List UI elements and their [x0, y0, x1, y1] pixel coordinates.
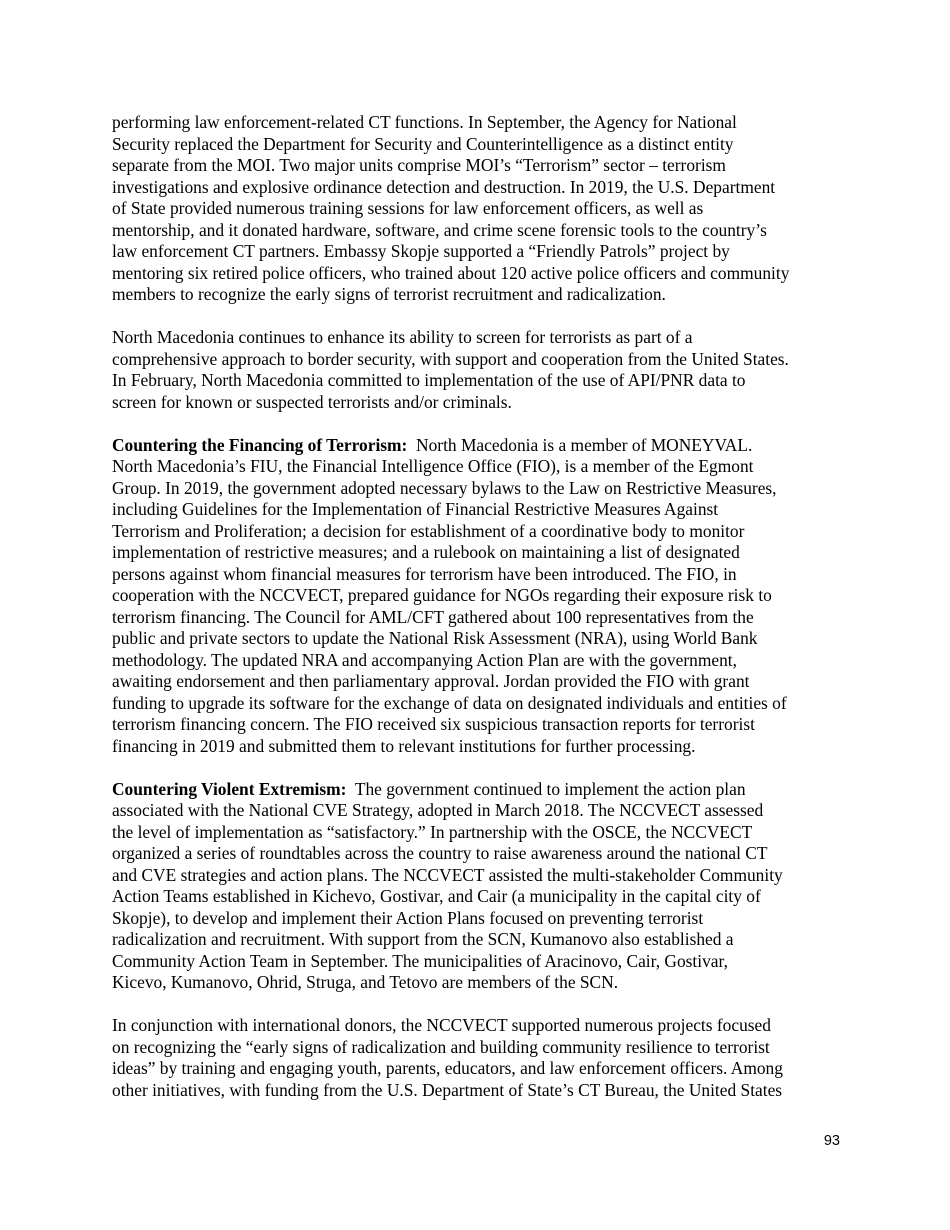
text-line: associated with the National CVE Strategy, adopted in March 2018. The NCCVECT assessed	[112, 800, 764, 820]
text-line: mentorship, and it donated hardware, software, and crime scene forensic tools to the country’s	[112, 219, 767, 240]
text-line: financing in 2019 and submitted them to relevant institutions for further processing.	[112, 735, 696, 756]
text-line: members to recognize the early signs of terrorist recruitment and radicalization.	[112, 284, 666, 304]
text-line: mentoring six retired police officers, who trained about 120 active police officers and community	[112, 262, 790, 283]
text-line: Action Teams established in Kichevo, Gostivar, and Cair (a municipality in the capital city of	[112, 886, 761, 906]
text-line: screen for known or suspected terrorists and/or criminals.	[112, 391, 512, 412]
text-line: Community Action Team in September. The municipalities of Aracinovo, Cair, Gostivar,	[112, 950, 728, 971]
text-line: ideas” by training and engaging youth, parents, educators, and law enforcement officers. Among	[112, 1058, 783, 1078]
paragraph-violent-extremism	[112, 779, 842, 994]
text-line: Terrorism and Proliferation; a decision for establishment of a coordinative body to monitor	[112, 520, 745, 541]
text-line: terrorism financing concern. The FIO received six suspicious transaction reports for terrorist	[112, 714, 755, 734]
text-line: investigations and explosive ordinance detection and destruction. In 2019, the U.S. Department	[112, 176, 776, 197]
paragraph-international-donors	[112, 1015, 842, 1101]
text-line: Group. In 2019, the government adopted necessary bylaws to the Law on Restrictive Measures,	[112, 477, 777, 498]
text-line: law enforcement CT partners. Embassy Skopje supported a “Friendly Patrols” project by	[112, 241, 730, 261]
text-line: terrorism financing. The Council for AML/CFT gathered about 100 representatives from the	[112, 606, 754, 627]
text-line: cooperation with the NCCVECT, prepared guidance for NGOs regarding their exposure risk to	[112, 585, 772, 605]
document-body	[112, 112, 842, 1123]
text-line: organized a series of roundtables across the country to raise awareness around the national CT	[112, 843, 768, 863]
text-line: including Guidelines for the Implementation of Financial Restrictive Measures Against	[112, 499, 719, 519]
text-line: Skopje), to develop and implement their Action Plans focused on preventing terrorist	[112, 907, 704, 928]
text-line: comprehensive approach to border security, with support and cooperation from the United States.	[112, 348, 789, 369]
text-line: performing law enforcement-related CT functions. In September, the Agency for National	[112, 112, 737, 132]
text-fragment: The government continued to implement the action plan	[346, 778, 746, 799]
text-line: of State provided numerous training sessions for law enforcement officers, as well as	[112, 198, 704, 218]
text-line: North Macedonia’s FIU, the Financial Intelligence Office (FIO), is a member of the Egmont	[112, 456, 754, 476]
text-line: on recognizing the “early signs of radicalization and building community resilience to terrorist	[112, 1036, 770, 1057]
paragraph-border-security	[112, 327, 842, 413]
text-line: other initiatives, with funding from the U.S. Department of State’s CT Bureau, the United States	[112, 1079, 783, 1100]
text-fragment: North Macedonia is a member of MONEYVAL.	[407, 434, 753, 455]
text-line: public and private sectors to update the National Risk Assessment (NRA), using World Bank	[112, 628, 758, 648]
text-line: In February, North Macedonia committed to implementation of the use of API/PNR data to	[112, 370, 746, 390]
page-number: 93	[823, 1133, 840, 1149]
paragraph-financing-terrorism	[112, 435, 842, 758]
text-line: the level of implementation as “satisfactory.” In partnership with the OSCE, the NCCVECT	[112, 821, 753, 842]
text-line: In conjunction with international donors, the NCCVECT supported numerous projects focused	[112, 1015, 771, 1035]
text-line: and CVE strategies and action plans. The NCCVECT assisted the multi-stakeholder Community	[112, 864, 783, 885]
text-line: funding to upgrade its software for the exchange of data on designated individuals and entities of	[112, 692, 787, 713]
text-line: separate from the MOI. Two major units comprise MOI’s “Terrorism” sector – terrorism	[112, 155, 726, 175]
text-line: Security replaced the Department for Security and Counterintelligence as a distinct entity	[112, 133, 734, 154]
text-line: methodology. The updated NRA and accompanying Action Plan are with the government,	[112, 649, 737, 670]
paragraph-law-enforcement	[112, 112, 842, 306]
text-line: North Macedonia continues to enhance its ability to screen for terrorists as part of a	[112, 327, 693, 347]
text-line: awaiting endorsement and then parliamentary approval. Jordan provided the FIO with grant	[112, 671, 750, 691]
section-heading-financing: Countering the Financing of Terrorism:	[112, 434, 408, 455]
text-line: implementation of restrictive measures; and a rulebook on maintaining a list of designated	[112, 542, 740, 562]
text-line	[112, 435, 842, 457]
text-line: Kicevo, Kumanovo, Ohrid, Struga, and Tetovo are members of the SCN.	[112, 972, 619, 992]
section-heading-cve: Countering Violent Extremism:	[112, 778, 347, 799]
text-line: persons against whom financial measures for terrorism have been introduced. The FIO, in	[112, 563, 737, 584]
text-line	[112, 779, 842, 801]
text-line: radicalization and recruitment. With support from the SCN, Kumanovo also established a	[112, 929, 734, 949]
